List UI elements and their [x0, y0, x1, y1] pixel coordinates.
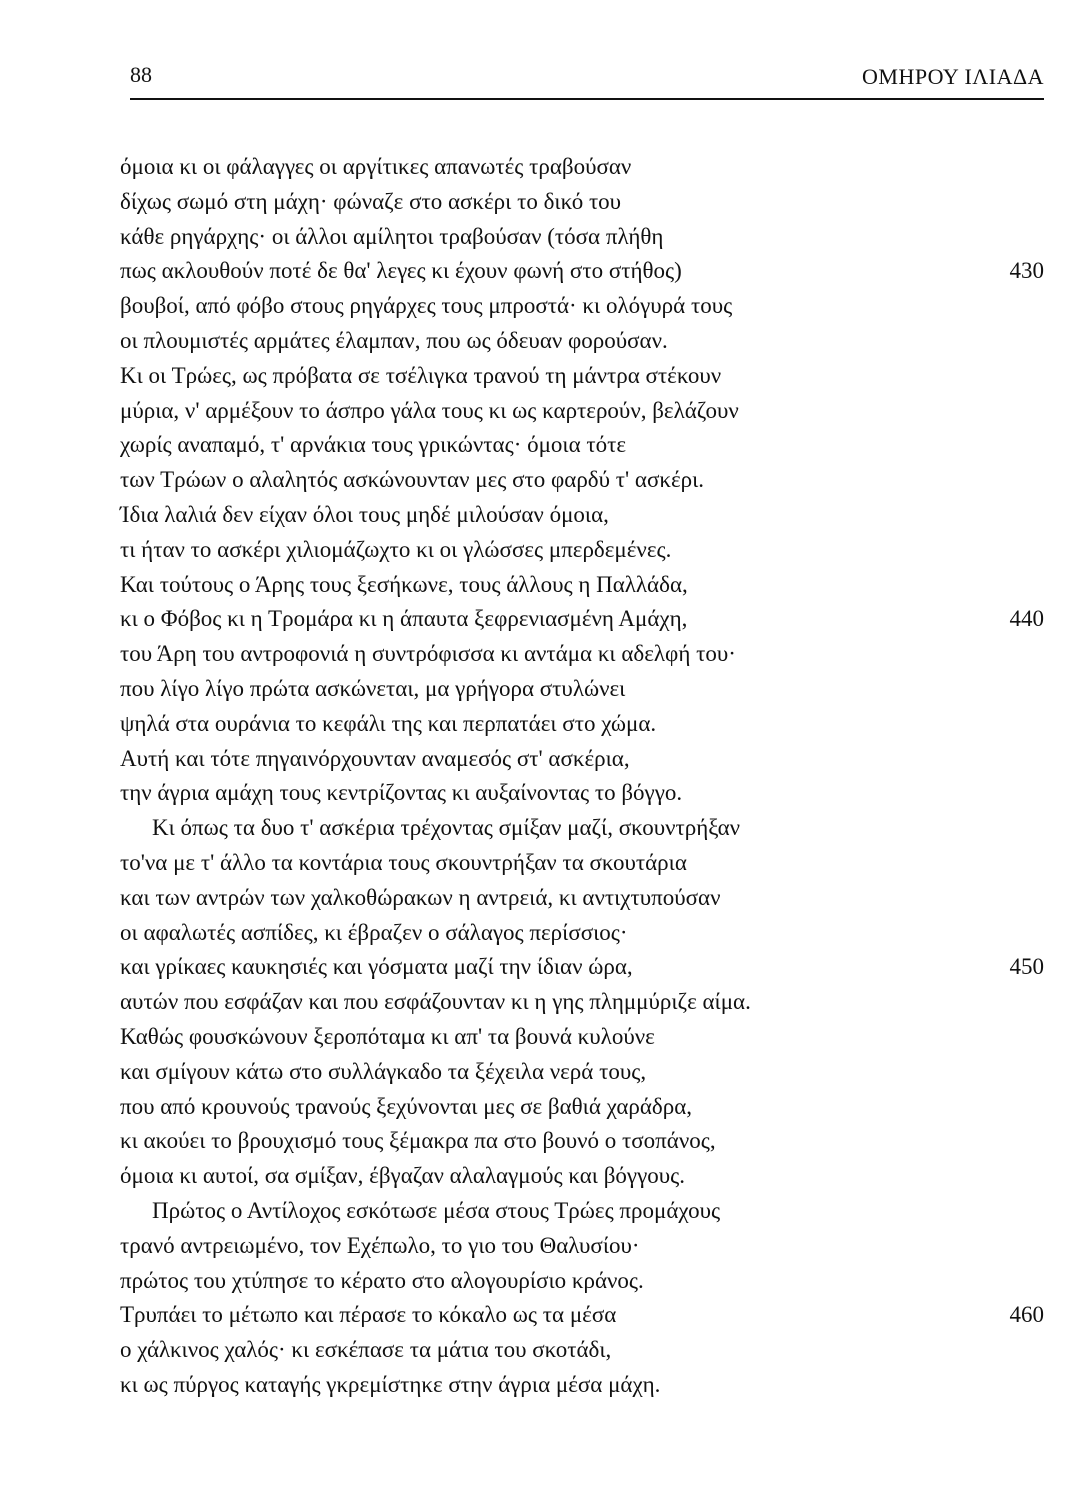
verse-line — [120, 811, 1060, 846]
line-number: 460 — [1009, 1302, 1044, 1328]
verse-text: ο χάλκινος χαλός· κι εσκέπασε τα μάτια του σκοτάδι, — [120, 1337, 612, 1363]
verse-text: πως ακλουθούν ποτέ δε θα' λεγες κι έχουν φωνή στο στήθος) — [120, 258, 682, 284]
verse-text: και γρίκαες καυκησιές και γόσματα μαζί την ίδιαν ώρα, — [120, 954, 633, 980]
verse-text: που από κρουνούς τρανούς ξεχύνονται μες σε βαθιά χαράδρα, — [120, 1093, 693, 1119]
verse-line — [120, 672, 1060, 707]
verse-text: ψηλά στα ουράνια το κεφάλι της και περπατάει στο χώμα. — [120, 710, 657, 736]
verse-line — [120, 742, 1060, 777]
verse-list — [120, 150, 1060, 1403]
verse-line — [120, 602, 1060, 637]
verse-line — [120, 1368, 1060, 1403]
verse-text: Κι όπως τα δυο τ' ασκέρια τρέχοντας σμίξαν μαζί, σκουντρήξαν — [152, 815, 741, 841]
line-number: 450 — [1009, 954, 1044, 980]
verse-line — [120, 776, 1060, 811]
verse-line — [120, 185, 1060, 220]
verse-line — [120, 394, 1060, 429]
verse-line — [120, 707, 1060, 742]
verse-line — [120, 1333, 1060, 1368]
verse-text: Αυτή και τότε πηγαινόρχουνταν αναμεσός στ' ασκέρια, — [120, 745, 630, 771]
header-rule — [130, 98, 1044, 100]
verse-text: Καθώς φουσκώνουν ξεροπόταμα κι απ' τα βουνά κυλούνε — [120, 1023, 655, 1049]
verse-line — [120, 916, 1060, 951]
verse-text: αυτών που εσφάζαν και που εσφάζουνταν κι η γης πλημμύριζε αίμα. — [120, 989, 751, 1015]
verse-text: το'να με τ' άλλο τα κοντάρια τους σκουντρήξαν τα σκουτάρια — [120, 849, 687, 875]
verse-line — [120, 428, 1060, 463]
verse-line — [120, 1229, 1060, 1264]
verse-line — [120, 1264, 1060, 1299]
verse-line — [120, 533, 1060, 568]
verse-text: οι αφαλωτές ασπίδες, κι έβραζεν ο σάλαγος περίσσιος· — [120, 919, 628, 945]
verse-text: και σμίγουν κάτω στο συλλάγκαδο τα ξέχειλα νερά τους, — [120, 1058, 647, 1084]
verse-text: Ίδια λαλιά δεν είχαν όλοι τους μηδέ μιλούσαν όμοια, — [120, 501, 609, 527]
verse-text: μύρια, ν' αρμέξουν το άσπρο γάλα τους κι ως καρτερούν, βελάζουν — [120, 397, 739, 423]
verse-line — [120, 1020, 1060, 1055]
verse-text: δίχως σωμό στη μάχη· φώναζε στο ασκέρι το δικό του — [120, 188, 622, 214]
line-number: 440 — [1009, 606, 1044, 632]
verse-line — [120, 950, 1060, 985]
verse-line — [120, 1090, 1060, 1125]
verse-text: όμοια κι αυτοί, σα σμίξαν, έβγαζαν αλαλαγμούς και βόγγους. — [120, 1163, 685, 1189]
verse-text: κι ακούει το βρουχισμό τους ξέμακρα πα στο βουνό ο τσοπάνος, — [120, 1128, 716, 1154]
verse-line — [120, 220, 1060, 255]
verse-line — [120, 1194, 1060, 1229]
verse-line — [120, 846, 1060, 881]
page-number: 88 — [130, 62, 152, 87]
verse-text: Και τούτους ο Άρης τους ξεσήκωνε, τους άλλους η Παλλάδα, — [120, 571, 688, 597]
verse-text: Πρώτος ο Αντίλοχος εσκότωσε μέσα στους Τρώες προμάχους — [152, 1197, 721, 1223]
verse-line — [120, 324, 1060, 359]
verse-text: τι ήταν το ασκέρι χιλιομάζωχτο κι οι γλώσσες μπερδεμένες. — [120, 536, 672, 562]
verse-text: του Άρη του αντροφονιά η συντρόφισσα κι αντάμα κι αδελφή του· — [120, 641, 736, 667]
verse-text: την άγρια αμάχη τους κεντρίζοντας κι αυξαίνοντας το βόγγο. — [120, 780, 683, 806]
verse-text: όμοια κι οι φάλαγγες οι αργίτικες απανωτές τραβούσαν — [120, 154, 632, 179]
verse-line — [120, 289, 1060, 324]
verse-line — [120, 568, 1060, 603]
verse-text: κι ως πύργος καταγής γκρεμίστηκε στην άγρια μέσα μάχη. — [120, 1371, 661, 1397]
verse-line — [120, 637, 1060, 672]
page-header — [130, 62, 1044, 102]
verse-text: χωρίς αναπαμό, τ' αρνάκια τους γρικώντας· όμοια τότε — [120, 432, 627, 458]
line-number: 430 — [1009, 258, 1044, 284]
verse-text: κάθε ρηγάρχης· οι άλλοι αμίλητοι τραβούσαν (τόσα πλήθη — [120, 223, 664, 249]
verse-line — [120, 150, 1060, 185]
verse-line — [120, 463, 1060, 498]
verse-line — [120, 985, 1060, 1020]
verse-text: οι πλουμιστές αρμάτες έλαμπαν, που ως όδευαν φορούσαν. — [120, 327, 668, 353]
verse-line — [120, 1124, 1060, 1159]
verse-text: των Τρώων ο αλαλητός ασκώνουνταν μες στο φαρδύ τ' ασκέρι. — [120, 467, 705, 493]
verse-text: που λίγο λίγο πρώτα ασκώνεται, μα γρήγορα στυλώνει — [120, 675, 626, 701]
verse-text: κι ο Φόβος κι η Τρομάρα κι η άπαυτα ξεφρενιασμένη Αμάχη, — [120, 606, 688, 632]
verse-text: πρώτος του χτύπησε το κέρατο στο αλογουρίσιο κράνος. — [120, 1267, 644, 1293]
running-title: ΟΜΗΡΟΥ ΙΛΙΑΔΑ — [862, 64, 1044, 89]
verse-line — [120, 254, 1060, 289]
verse-line — [120, 1159, 1060, 1194]
verse-text: Τρυπάει το μέτωπο και πέρασε το κόκαλο ως τα μέσα — [120, 1302, 617, 1328]
verse-text: βουβοί, από φόβο στους ρηγάρχες τους μπροστά· κι ολόγυρά τους — [120, 293, 733, 319]
verse-line — [120, 1055, 1060, 1090]
verse-line — [120, 1298, 1060, 1333]
verse-line — [120, 881, 1060, 916]
verse-text: Κι οι Τρώες, ως πρόβατα σε τσέλιγκα τρανού τη μάντρα στέκουν — [120, 362, 722, 388]
verse-line — [120, 498, 1060, 533]
verse-text: τρανό αντρειωμένο, τον Εχέπωλο, το γιο του Θαλυσίου· — [120, 1232, 640, 1258]
verse-line — [120, 359, 1060, 394]
verse-text: και των αντρών των χαλκοθώρακων η αντρειά, κι αντιχτυπούσαν — [120, 884, 721, 910]
